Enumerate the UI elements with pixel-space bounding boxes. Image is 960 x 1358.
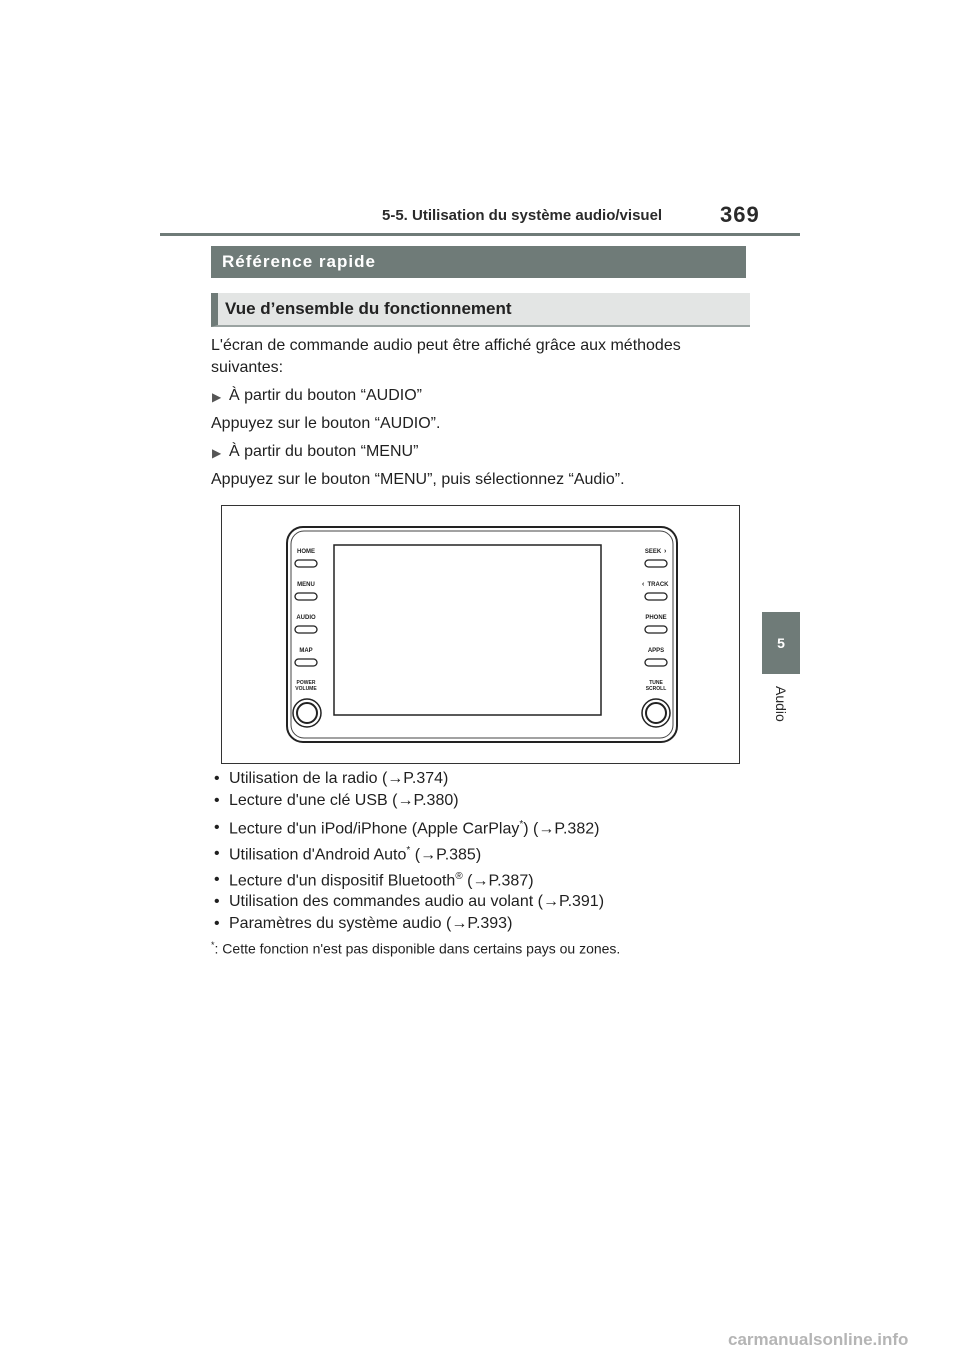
arrow-right-icon: →: [451, 915, 468, 932]
track-button-label: TRACK: [647, 582, 669, 588]
audio-unit-illustration: [222, 506, 739, 763]
audio-unit-figure: [221, 505, 740, 764]
home-button-label: HOME: [297, 549, 315, 555]
page-reference-link[interactable]: P.387): [488, 872, 534, 890]
audio-button-label: AUDIO: [296, 615, 316, 621]
arrow-right-icon: →: [542, 893, 559, 910]
intro-line-1: L'écran de commande audio peut être affiché grâce aux méthodes: [211, 337, 681, 354]
page-reference-link[interactable]: P.391): [558, 893, 605, 910]
chevron-right-icon: ›: [664, 548, 667, 555]
arrow-right-icon: →: [538, 820, 555, 838]
bullet: •: [214, 819, 220, 836]
arrow-right-icon: →: [397, 792, 414, 809]
page-reference-link[interactable]: P.382): [554, 820, 600, 838]
page-number: 369: [720, 202, 760, 227]
bullet: •: [214, 893, 220, 910]
phone-button-label: PHONE: [645, 615, 667, 621]
method-1-instruction: Appuyez sur le bouton “AUDIO”.: [211, 415, 441, 432]
display-screen: [334, 545, 601, 715]
footnote: *: Cette fonction n'est pas disponible dans certains pays ou zones.: [211, 940, 621, 957]
list-item-text: Utilisation de la radio (→P.374): [229, 770, 449, 787]
list-item-text: Lecture d'une clé USB (→P.380): [229, 792, 459, 809]
list-item-text: Lecture d'un iPod/iPhone (Apple CarPlay*) (→P.382): [229, 819, 600, 838]
arrow-right-icon: →: [387, 770, 404, 787]
audio-button[interactable]: [295, 626, 317, 633]
list-item-text: Utilisation des commandes audio au volant (→P.391): [229, 893, 605, 910]
bullet: •: [214, 845, 220, 862]
scroll-label: SCROLL: [645, 686, 667, 692]
apps-button-label: APPS: [647, 648, 665, 654]
chevron-left-icon: ‹: [642, 581, 645, 588]
volume-label: VOLUME: [295, 686, 317, 692]
power-label: POWER: [296, 680, 316, 686]
seek-button-label: SEEK: [644, 549, 662, 555]
list-item-text: Paramètres du système audio (→P.393): [229, 915, 513, 932]
menu-button[interactable]: [295, 593, 317, 600]
arrow-bullet-icon: ▶: [212, 446, 222, 460]
sub-banner: Vue d’ensemble du fonctionnement: [211, 293, 750, 327]
section-banner: Référence rapide: [211, 246, 746, 278]
chapter-tab[interactable]: 5: [762, 612, 800, 674]
section-title: 5-5. Utilisation du système audio/visuel: [382, 207, 663, 224]
list-item-text: Utilisation d'Android Auto* (→P.385): [229, 845, 482, 864]
list-item-text: Lecture d'un dispositif Bluetooth® (→P.387): [229, 871, 534, 890]
tune-scroll-knob-inner: [646, 703, 666, 723]
tune-label: TUNE: [649, 680, 663, 686]
method-2-title: À partir du bouton “MENU”: [229, 443, 419, 460]
power-volume-knob-inner: [297, 703, 317, 723]
page-reference-link[interactable]: P.380): [413, 792, 459, 809]
method-1-title: À partir du bouton “AUDIO”: [229, 387, 422, 404]
page-reference-link[interactable]: P.385): [436, 846, 482, 864]
arrow-bullet-icon: ▶: [212, 390, 222, 404]
arrow-right-icon: →: [420, 846, 437, 864]
menu-button-label: MENU: [297, 582, 315, 588]
map-button[interactable]: [295, 659, 317, 666]
header-rule: [160, 233, 800, 236]
page-reference-link[interactable]: P.393): [467, 915, 513, 932]
apps-button[interactable]: [645, 659, 667, 666]
chapter-label: Audio: [773, 686, 789, 722]
bullet: •: [214, 915, 220, 932]
map-button-label: MAP: [299, 648, 313, 654]
track-button[interactable]: [645, 593, 667, 600]
home-button[interactable]: [295, 560, 317, 567]
seek-button[interactable]: [645, 560, 667, 567]
intro-line-2: suivantes:: [211, 359, 284, 376]
bullet: •: [214, 770, 220, 787]
bullet: •: [214, 792, 220, 809]
bullet: •: [214, 871, 220, 888]
method-2-instruction: Appuyez sur le bouton “MENU”, puis sélectionnez “Audio”.: [211, 471, 625, 488]
phone-button[interactable]: [645, 626, 667, 633]
arrow-right-icon: →: [472, 872, 489, 890]
page-reference-link[interactable]: P.374): [403, 770, 449, 787]
watermark: carmanualsonline.info: [728, 1330, 909, 1349]
